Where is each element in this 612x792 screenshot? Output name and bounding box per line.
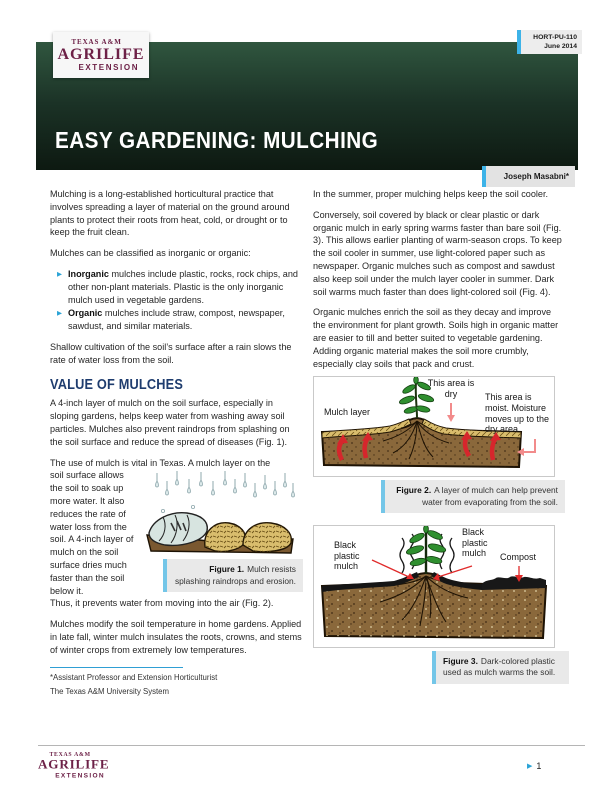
figure-1-caption-label: Figure 1. [209, 564, 245, 575]
footer-agrilife-logo [38, 752, 109, 779]
figure-2-caption-text: A layer of mulch can help prevent water from evaporating from the soil. [422, 485, 558, 507]
footnote [50, 671, 303, 699]
publication-code-badge [517, 30, 582, 54]
mulch-type-list [50, 268, 303, 333]
figure-3 [313, 525, 555, 648]
paragraph: Organic mulches enrich the soil as they decay and improve the environment for plant growth. Soils high in organic matter are easier to till and better suited to vegetable gardening. Adding organic material makes the soil more crumbly, especially clay soils that pack and crust. [313, 307, 559, 369]
footer-divider [38, 745, 585, 746]
author-badge: Joseph Masabni* [482, 166, 575, 187]
logo-line-texas-am: TEXAS A&M [71, 37, 122, 46]
bullet-arrow-icon: ▶ [57, 270, 62, 278]
right-column [313, 188, 565, 684]
footnote-line-1: *Assistant Professor and Extension Horticulturist [50, 672, 218, 682]
left-column [50, 188, 303, 699]
logo-line-texas-am: TEXAS A&M [49, 751, 91, 758]
figure-3-label-compost: Compost [500, 551, 537, 562]
footnote-rule [50, 667, 183, 668]
section-heading: VALUE OF MULCHES [50, 376, 184, 393]
publication-code: HORT-PU-110 [533, 34, 577, 41]
figure-3-caption-text: Dark-colored plastic used as mulch warms the soil. [443, 655, 556, 678]
figure-3-caption [432, 651, 569, 684]
bullet-arrow-icon: ▶ [57, 310, 62, 318]
page-marker-icon: ▶ [527, 763, 533, 770]
figure-2-caption-label: Figure 2. [396, 485, 432, 496]
list-item [50, 307, 303, 333]
paragraph: Shallow cultivation of the soil’s surface after a rain slows the rate of water loss from the soil. [50, 341, 292, 365]
figure-1-caption-text: Mulch resists splashing raindrops and erosion. [174, 564, 296, 586]
figure-2-label-dry: This area is dry [427, 378, 475, 399]
figure-3-label-plastic-left: Black plastic mulch [334, 539, 360, 572]
figure-2 [313, 376, 555, 477]
footnote-line-2: The Texas A&M University System [50, 686, 170, 696]
list-item-text: mulches include straw, compost, newspaper, sawdust, and similar materials. [68, 308, 285, 332]
list-item [50, 268, 303, 306]
figure-1 [143, 469, 303, 592]
logo-line-agrilife: AGRILIFE [38, 757, 110, 772]
list-item-term: Organic [68, 308, 103, 319]
list-item-text: mulches include plastic, rocks, rock chips, and other non-plant materials. Plastic is the only inorganic mulch used in vegetable gardens. [68, 268, 298, 305]
logo-line-agrilife: AGRILIFE [57, 45, 145, 63]
page-number-value: 1 [536, 761, 542, 771]
paragraph: A 4-inch layer of mulch on the soil surface, especially in sloping gardens, helps keep water from washing away soil particles. Mulches also prevent raindrops from splashing on the soil surface and reduce the spread of diseases (Fig. 1). [50, 398, 290, 447]
figure-1-illustration [143, 469, 303, 557]
logo-line-extension: EXTENSION [55, 771, 105, 780]
figure-3-label-plastic-right: Black plastic mulch [462, 526, 488, 559]
paragraph: In the summer, proper mulching helps keep the soil cooler. [313, 189, 549, 199]
figure-1-caption [163, 559, 303, 592]
paragraph: soil surface allows the soil to soak up more water. It also reduces the rate of water loss from the soil. A 4-inch layer of mulch on the soil surface dries much faster than the soil below it. [50, 470, 134, 596]
page-number [527, 761, 541, 771]
paragraph: Mulching is a long-established horticultural practice that involves spreading a layer of material on the ground around plants to protect their roots from heat, cold, or drought or to keep the fruit clean. [50, 189, 290, 238]
paragraph: Thus, it prevents water from moving into the air (Fig. 2). [50, 598, 274, 609]
paragraph: Conversely, soil covered by black or clear plastic or dark organic mulch in early spring warms faster than bare soil (Fig. 3). This allows earlier planting of warm-season crops. To keep the soil cooler in summer, use light-colored paper such as newspaper. Organic mulches such as compost and sawdust also keep soil under the mulch layer cooler in summer. Dark soil warms much faster than does light-colored soil (Fig. 4). [313, 209, 562, 297]
figure-3-caption-label: Figure 3. [443, 655, 478, 666]
agrilife-logo [53, 32, 149, 78]
figure-2-caption [381, 480, 565, 513]
page-title: EASY GARDENING: MULCHING [55, 127, 379, 153]
figure-2-label-moist: This area is moist. Moisture moves up to the dry area. [485, 392, 550, 435]
paragraph: Mulches can be classified as inorganic or organic: [50, 248, 251, 259]
logo-line-extension: EXTENSION [78, 62, 140, 72]
list-item-term: Inorganic [68, 268, 109, 279]
paragraph: The use of mulch is vital in Texas. A mulch layer on the [50, 457, 271, 468]
paragraph: Mulches modify the soil temperature in home gardens. Applied in late fall, winter mulch insulates the roots, crowns, and stems of winter crops from extremely low temperatures. [50, 619, 302, 655]
publication-date: June 2014 [544, 43, 577, 50]
figure-2-label-mulch-layer: Mulch layer [324, 407, 371, 418]
